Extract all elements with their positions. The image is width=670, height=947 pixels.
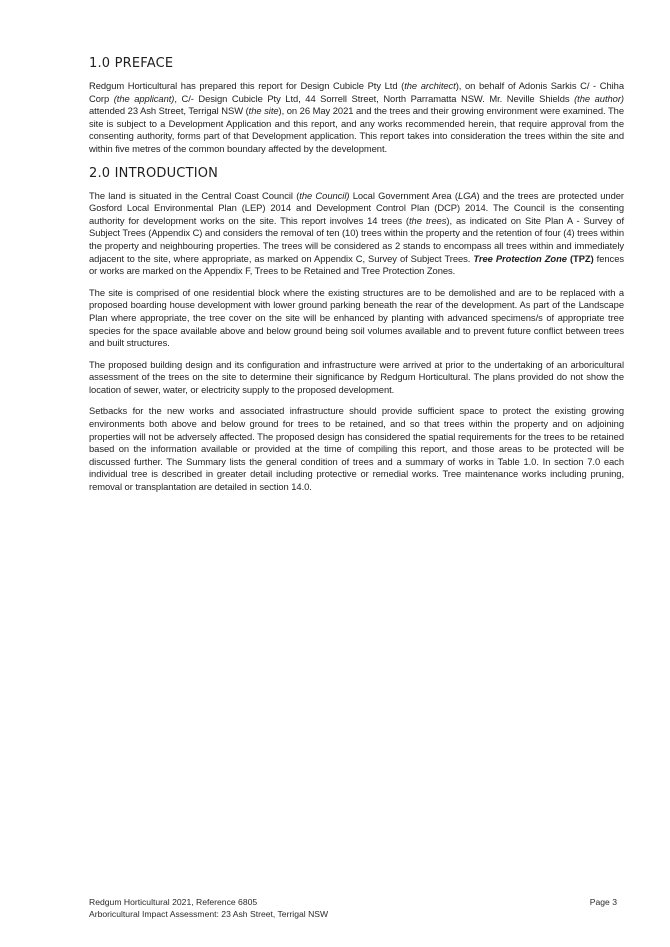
introduction-paragraph-4 (89, 405, 624, 493)
introduction-paragraph-1 (89, 190, 624, 278)
footer-reference: Redgum Horticultural 2021, Reference 6805 (89, 897, 258, 907)
page-footer (89, 896, 617, 920)
introduction-paragraph-3 (89, 359, 624, 397)
text-run: attended 23 Ash Street, Terrigal NSW ( (89, 105, 249, 117)
footer-document-title: Arboricultural Impact Assessment: 23 Ash Street, Terrigal NSW (89, 909, 329, 919)
text-run: the site (248, 105, 279, 117)
text-run: LGA (457, 189, 477, 201)
text-run: ), on behalf of Adonis Sarkis C/ - Chiha Corp (89, 80, 624, 104)
preface-paragraph (89, 80, 624, 156)
text-run: Redgum Horticultural has prepared this report for Design Cubicle Pty Ltd ( (89, 80, 405, 91)
text-run: The proposed building design and its configuration and infrastructure were arrived at prior to the undertaking of an arboricultural assessment of the trees on the site to determine their significance by Redgum Horticultural. The plans provided do not show the location of sewer, water, or electricity supply to the proposed development. (89, 358, 624, 395)
introduction-section (89, 165, 624, 494)
text-run: , C/- Design Cubicle Pty Ltd, 44 Sorrell Street, North Parramatta NSW. Mr. Neville Shields (174, 92, 575, 104)
page-number: Page 3 (589, 897, 617, 907)
text-run: The land is situated in the Central Coast Council ( (89, 189, 300, 201)
text-run: the architect (404, 80, 456, 91)
text-run: Setbacks for the new works and associated infrastructure should provide sufficient space to protect the existing growing environments both above and below ground for trees to be retained, and so that trees within the property and on adjoining properties will not be adversely affected. The proposed design has considered the spatial requirements for the trees to be retained based on the information available or provided at the time of compiling this report, and those areas to be protected will be discussed further. The Summary lists the general condition of trees and a summary of works in Table 1.0. In section 7.0 each individual tree is described in greater detail including protective or remedial works. Tree maintenance works including pruning, removal or transplantation are detailed in section 14.0. (89, 405, 624, 493)
preface-section (89, 55, 624, 156)
text-run: ) and the trees are protected under Gosford Local Environmental Plan (LEP) 2014 and Development Control Plan (DCP) 2014. The Council is the consenting authority for development works on the site. This report involves 14 trees ( (89, 189, 624, 226)
introduction-heading: 2.0 INTRODUCTION (89, 165, 219, 181)
text-run: the Council) (299, 189, 350, 201)
preface-heading: 1.0 PREFACE (89, 56, 174, 71)
text-run: Local Government Area ( (349, 189, 458, 201)
text-run: Tree Protection Zone (473, 252, 567, 264)
text-run: (the applicant) (113, 92, 175, 104)
text-run: ), on 26 May 2021 and the trees and their growing environment were examined. The site is subject to a Development Application and this report, and any works recommended herein, that require approval from the consenting authority, forms part of that Development application. This report takes into consideration the trees within the site and within five metres of the common boundary affected by the development. (89, 105, 625, 154)
page-content (89, 55, 624, 503)
text-run: ), as indicated on Site Plan A - Survey of Subject Trees (Appendix C) and considers the removal of ten (10) trees within the property and the retention of four (4) trees within the property and neighbouring properties. The trees will be considered as 2 stands to encompass all trees within and immediately adjacent to the site, where appropriate, as marked on Appendix C, Survey of Subject Trees. (89, 214, 625, 264)
text-run: (TPZ) (569, 252, 594, 264)
text-run: fences or works are marked on the Appendix F, Trees to be Retained and Tree Protection Zones. (89, 252, 624, 277)
text-run: The site is comprised of one residential block where the existing structures are to be demolished and are to be replaced with a proposed boarding house development with lower ground parking beneath the rear of the development. As part of the Landscape Plan where appropriate, the tree cover on the site will be enhanced by planting with advanced specimens/s of appropriate tree species for the space available above and below ground being soil volumes available and to prevent future conflict between trees and built structures. (89, 286, 624, 349)
text-run: (the author) (574, 92, 624, 104)
introduction-paragraph-2 (89, 287, 624, 350)
text-run: the trees (409, 214, 447, 226)
